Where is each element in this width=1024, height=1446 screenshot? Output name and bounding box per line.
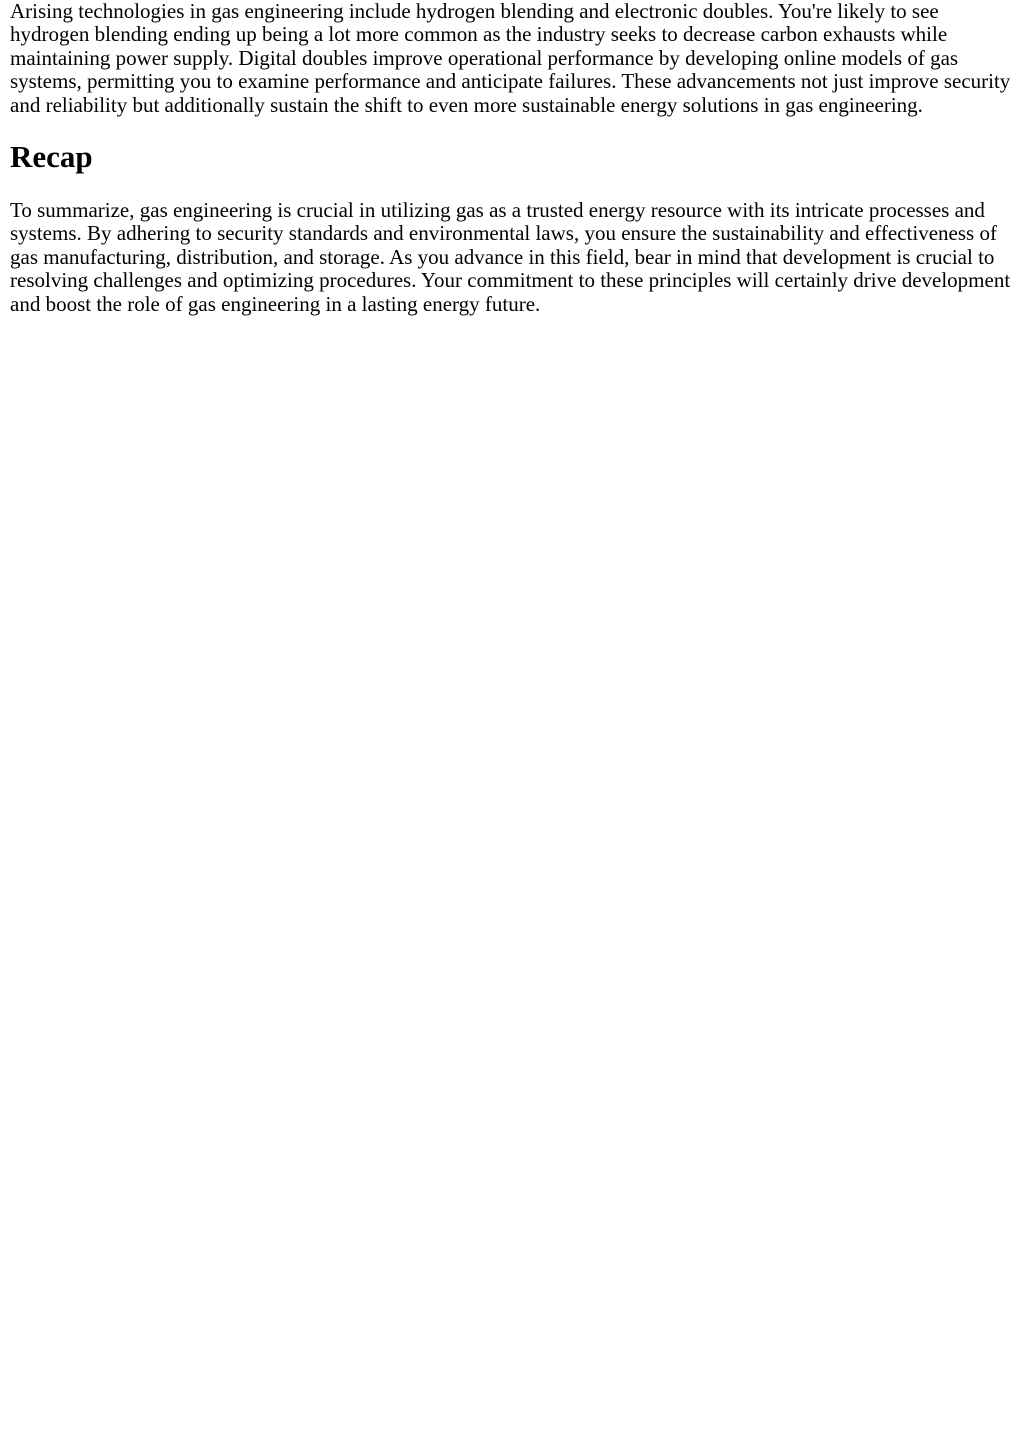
recap-paragraph: To summarize, gas engineering is crucial in utilizing gas as a trusted energy resource with its intricate processes and systems. By adhering to security standards and environmental laws, you ensure the sustainability and effectiveness of gas manufacturing, distribution, and storage. As you advance in this field, bear in mind that development is crucial to resolving challenges and optimizing procedures. Your commitment to these principles will certainly drive development and boost the role of gas engineering in a lasting energy future. [10, 198, 1011, 316]
intro-paragraph: Arising technologies in gas engineering include hydrogen blending and electronic doubles. You're likely to see hydrogen blending ending up being a lot more common as the industry seeks to decrease carbon exhausts while maintaining power supply. Digital doubles improve operational performance by developing online models of gas systems, permitting you to examine performance and anticipate failures. These advancements not just improve security and reliability but additionally sustain the shift to even more sustainable energy solutions in gas engineering. [10, 0, 1011, 117]
recap-heading: Recap [10, 139, 93, 175]
document-body [10, 0, 1014, 316]
